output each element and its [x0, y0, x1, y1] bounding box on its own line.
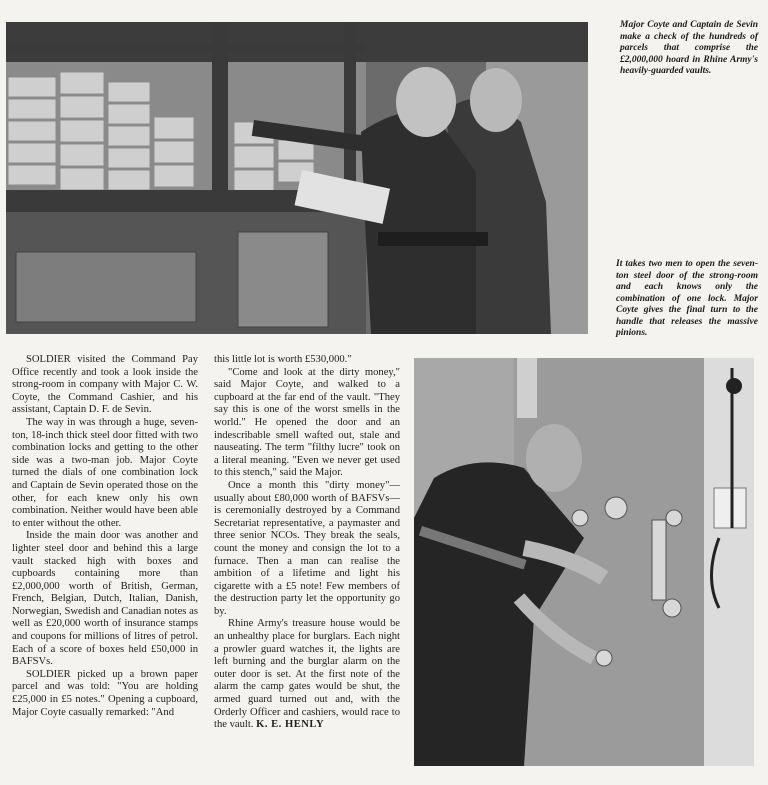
caption-middle: It takes two men to open the seven-ton steel door of the strong-room and each knows only the combination of one lock. Major Coyte gives the final turn to the handle that releases the massive pinions.	[616, 259, 758, 338]
byline: K. E. HENLY	[256, 719, 325, 731]
photo-officers-checking-parcels	[6, 22, 588, 334]
article-column-middle	[214, 354, 400, 732]
article-paragraph: SOLDIER picked up a brown paper parcel and was told: "You are holding £25,000 in £5 notes." Opening a cupboard, Major Coyte casually remarked: "And	[12, 668, 198, 718]
article-paragraph: "Come and look at the dirty money," said Major Coyte, and walked to a cupboard at the far end of the vault. "They say this is one of the worst smells in the world." He opened the door and an indescribable smell wafted out, stale and nauseating. The term "filthy lucre" took on a literal meaning. "Even we never get used to this stench," said the Major.	[214, 366, 400, 479]
vault-door-photo	[414, 358, 754, 766]
article-paragraph: Inside the main door was another and lighter steel door and behind this a large vault stacked high with boxes and cupboards containing more than £2,000,000 worth of British, German, French, Belgian, Dutch, Italian, Danish, Norwegian, Swedish and Canadian notes as well as £20,000 worth of insurance stamps and coupons for millions of litres of petrol. Each of a score of boxes held £50,000 in BAFSVs.	[12, 530, 198, 668]
article-last-paragraph-text: Rhine Army's treasure house would be an unhealthy place for burglars. Each night a prowler guard watches it, the lights are left burning and the burglar alarm on the outer door is set. At the first note of the alarm the camp gates would be shut, the armed guard turned out and, with the Orderly Officer and cashiers, would race to the vault.	[214, 618, 400, 731]
article-paragraph: The way in was through a huge, seven-ton, 18-inch thick steel door fitted with two combination locks and getting to the other side was a two-man job. Major Coyte turned the dials of one combination lock and Captain de Sevin operated those on the other, for each knew only his own combination. Neither would have been able to enter without the other.	[12, 416, 198, 529]
article-column-left	[12, 354, 198, 719]
vault-shelves-photo	[6, 22, 588, 334]
article-paragraph-continued: this little lot is worth £530,000."	[214, 354, 352, 365]
article-paragraph: SOLDIER visited the Command Pay Office recently and took a look inside the strong-room in company with Major C. W. Coyte, the Command Cashier, and his assistant, Captain D. F. de Sevin.	[12, 354, 198, 416]
photo-major-opening-vault-door	[414, 358, 754, 766]
article-paragraph: Once a month this "dirty money"—usually about £80,000 worth of BAFSVs—is ceremonially destroyed by a Command Secretariat representative, a paymaster and three senior NCOs. They break the seals, count the money and consign the lot to a furnace. Then a man can realise the ambition of a lifetime and light his cigarette with a £5 note! Few members of the destruction party let the opportunity go by.	[214, 479, 400, 617]
article-paragraph	[214, 618, 400, 731]
caption-top: Major Coyte and Captain de Sevin make a check of the hundreds of parcels that comprise the £2,000,000 hoard in Rhine Army's heavily-guarded vaults.	[620, 20, 758, 76]
